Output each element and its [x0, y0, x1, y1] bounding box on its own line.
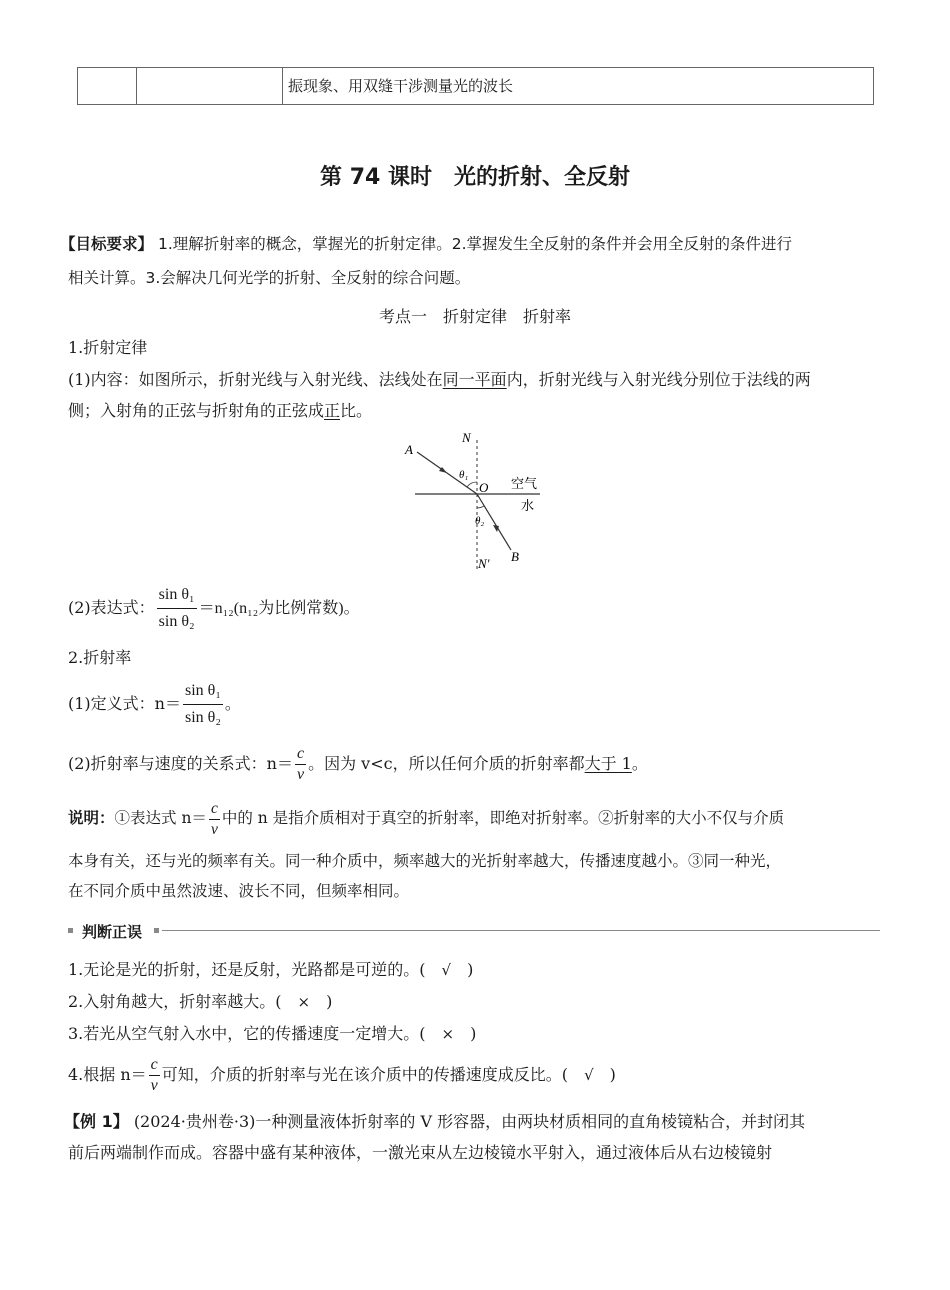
- note-line-3: 在不同介质中虽然波速、波长不同，但频率相同。: [68, 882, 410, 900]
- law-line2-underlined: 正: [324, 401, 341, 420]
- def-den: sin θ₂: [184, 709, 221, 726]
- expr-den: sin θ₂: [158, 613, 195, 630]
- note-line1-prefix: ①表达式 n＝: [114, 809, 207, 827]
- judge-item-1-close: ): [467, 960, 474, 979]
- judge-item-1: [68, 960, 473, 980]
- label-water: 水: [521, 499, 535, 514]
- judge-item-3-close: ): [470, 1024, 477, 1043]
- speed-den: v: [296, 766, 305, 783]
- law-line2-suffix: 比。: [340, 401, 373, 420]
- index-definition: [68, 680, 241, 729]
- expr-num: sin θ₁: [157, 584, 197, 609]
- law-content-underlined: 同一平面: [442, 370, 507, 389]
- judge-header: [68, 921, 880, 941]
- judge-item-4-answer: √: [584, 1066, 594, 1084]
- def-num: sin θ₁: [183, 680, 223, 705]
- def-suffix: 。: [224, 694, 241, 713]
- label-B: B: [511, 549, 519, 564]
- judge-item-2-text: 2.入射角越大，折射率越大。: [68, 992, 276, 1011]
- def-prefix: (1)定义式：n＝: [68, 694, 181, 713]
- judge-header-square-left: [68, 928, 73, 933]
- law-expression: [68, 584, 360, 633]
- judge-item-4-prefix: 4.根据 n＝: [68, 1065, 147, 1084]
- example-line-2: 前后两端制作而成。容器中盛有某种液体，一激光束从左边棱镜水平射入，通过液体后从右边棱镜射: [68, 1143, 773, 1162]
- label-A: A: [405, 442, 413, 457]
- example-label: 【例 1】: [64, 1112, 129, 1131]
- note-label: 说明：: [68, 809, 115, 827]
- objectives-line-2: 相关计算。3.会解决几何光学的折射、全反射的综合问题。: [68, 269, 471, 287]
- objectives-line-1: [60, 234, 792, 254]
- angle-arc-1: [467, 482, 477, 487]
- label-O: O: [479, 480, 489, 495]
- refracted-arrow: [493, 525, 499, 532]
- objectives-label: 【目标要求】: [60, 235, 154, 253]
- expr-prefix: (2)表达式：: [68, 598, 155, 617]
- label-N-prime: N′: [478, 556, 490, 571]
- judge-item-4-open: (: [561, 1065, 569, 1084]
- judge-item-3-text: 3.若光从空气射入水中，它的传播速度一定增大。: [68, 1024, 420, 1043]
- note-line1-suffix: 中的 n 是指介质相对于真空的折射率，即绝对折射率。②折射率的大小不仅与介质: [221, 809, 785, 827]
- speed-prefix: (2)折射率与速度的关系式：n＝: [68, 754, 293, 773]
- objectives-text-1: 1.理解折射率的概念，掌握光的折射定律。2.掌握发生全反射的条件并会用全反射的条件进行: [157, 235, 793, 253]
- judge-item-3-open: (: [419, 1024, 426, 1043]
- judge-item-3: [68, 1024, 476, 1044]
- index-speed: [68, 742, 648, 786]
- label-theta1: θ₁: [459, 469, 469, 481]
- judge-item-1-open: (: [419, 960, 426, 979]
- note-fraction: [209, 801, 220, 838]
- speed-num: c: [295, 746, 306, 765]
- judge-item-2-close: ): [326, 992, 333, 1011]
- judge-item-2-answer: ×: [297, 993, 311, 1011]
- def-fraction: [183, 680, 223, 729]
- speed-underlined: 大于 1: [584, 754, 632, 773]
- speed-suffix: 。: [631, 754, 648, 773]
- judge-item-3-answer: ×: [441, 1025, 455, 1043]
- top-table-divider-2: [282, 68, 283, 104]
- judge-item-4-num: c: [149, 1057, 160, 1076]
- law-line2-prefix: 侧；入射角的正弦与折射角的正弦成: [68, 401, 325, 420]
- judge-item-4-close: ): [609, 1065, 616, 1084]
- note-line-1: [68, 796, 784, 840]
- example-text-1: (2024·贵州卷·3)一种测量液体折射率的 V 形容器，由两块材质相同的直角棱镜粘合，并封闭其: [133, 1112, 806, 1131]
- speed-mid: 。因为 v<c，所以任何介质的折射率都: [308, 754, 585, 773]
- expr-fraction: [157, 584, 197, 633]
- example-line-1: [64, 1112, 805, 1132]
- angle-arc-2: [477, 506, 484, 508]
- label-theta2: θ₂: [475, 515, 485, 527]
- section-heading: 考点一 折射定律 折射率: [378, 307, 571, 326]
- note-line-2: 本身有关，还与光的频率有关。同一种介质中，频率越大的光折射率越大，传播速度越小。③同一种光，: [68, 852, 782, 870]
- refraction-figure: [395, 428, 555, 578]
- index-heading: 2.折射率: [68, 648, 132, 667]
- judge-heading: 判断正误: [82, 923, 143, 941]
- law-heading: 1.折射定律: [68, 338, 148, 357]
- label-N: N: [462, 430, 471, 445]
- judge-item-4-fraction: [149, 1057, 160, 1094]
- top-table-cell: 振现象、用双缝干涉测量光的波长: [288, 77, 514, 95]
- judge-item-1-answer: √: [441, 961, 452, 979]
- judge-header-rule: [162, 930, 880, 931]
- judge-header-square-right: [154, 928, 159, 933]
- page-title: 第 74 课时 光的折射、全反射: [320, 165, 630, 190]
- law-content-line-2: [68, 401, 372, 421]
- judge-item-1-text: 1.无论是光的折射，还是反射，光路都是可逆的。: [68, 960, 420, 979]
- judge-item-4: [68, 1053, 616, 1097]
- note-den: v: [210, 820, 218, 838]
- expr-rhs: ＝n₁₂(n₁₂为比例常数)。: [198, 600, 360, 617]
- judge-item-4-suffix: 可知，介质的折射率与光在该介质中的传播速度成反比。: [161, 1065, 562, 1084]
- judge-item-4-den: v: [150, 1077, 158, 1094]
- judge-item-2: [68, 992, 332, 1012]
- note-num: c: [209, 801, 220, 820]
- label-air: 空气: [511, 477, 538, 492]
- judge-item-2-open: (: [275, 992, 282, 1011]
- law-content-prefix: (1)内容：如图所示，折射光线与入射光线、法线处在: [68, 370, 443, 389]
- top-table: [77, 67, 874, 105]
- law-content-suffix: 内，折射光线与入射光线分别位于法线的两: [506, 370, 811, 389]
- top-table-divider-1: [136, 68, 137, 104]
- speed-fraction: [295, 746, 306, 783]
- law-content-line-1: [68, 370, 811, 390]
